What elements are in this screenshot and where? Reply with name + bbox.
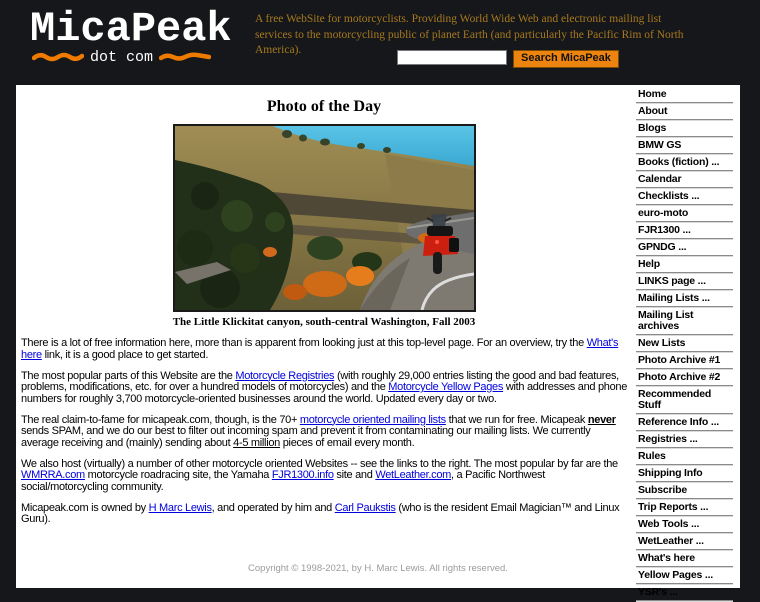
search-input[interactable] [397, 50, 507, 65]
sidebar-row [636, 483, 733, 500]
popular-parts-paragraph [21, 371, 628, 406]
sidebar-item[interactable]: About [638, 105, 668, 117]
main-column [16, 85, 632, 588]
logo-text: MicaPeak [30, 5, 232, 53]
sidebar-item[interactable]: Trip Reports ... [638, 501, 709, 513]
inline-link[interactable]: Motorcycle Registries [235, 369, 335, 382]
body-text [21, 338, 628, 526]
sidebar-item[interactable]: Help [638, 258, 660, 270]
text-segment: The real claim-to-fame for micapeak.com, though, is the 70+ [21, 413, 300, 426]
sidebar-item[interactable]: Shipping Info [638, 467, 703, 479]
sidebar-row [636, 206, 733, 223]
sidebar-row [636, 432, 733, 449]
text-segment: link, it is a good place to get started. [41, 348, 209, 361]
sidebar-row [636, 336, 733, 353]
inline-link[interactable]: Motorcycle Yellow Pages [388, 381, 504, 393]
text-segment: that we run for free. Micapeak [445, 413, 588, 426]
sidebar-item[interactable]: euro-moto [638, 207, 689, 219]
sidebar-row [636, 370, 733, 387]
photo-of-the-day [173, 124, 476, 312]
sidebar-item[interactable]: Checklists ... [638, 190, 700, 202]
sidebar-item[interactable]: FJR1300 ... [638, 224, 691, 236]
text-segment: We also host (virtually) a number of other motorcycle oriented Websites -- see the links to the right. The most popular by far are the [21, 457, 618, 470]
sidebar-item[interactable]: Reference Info ... [638, 416, 720, 428]
site-tagline: A free WebSite for motorcyclists. Providing World Wide Web and electronic mailing list services to the motorcycling public of planet Earth (and particularly the Pacific Rim of North America). [255, 13, 684, 57]
sidebar-row [636, 415, 733, 432]
logo-subtext: dot com [90, 49, 154, 66]
text-segment: , a Pacific Northwest social/motorcycling community. [21, 469, 545, 493]
sidebar-item[interactable]: Mailing Lists ... [638, 292, 710, 304]
sidebar-row [636, 138, 733, 155]
sidebar-item[interactable]: GPNDG ... [638, 241, 687, 253]
inline-link[interactable]: WetLeather.com [375, 469, 452, 481]
text-segment: motorcycle roadracing site, the Yamaha [84, 469, 272, 481]
sidebar-item[interactable]: YSR's ... [638, 586, 678, 598]
logo-squiggle-right-icon [159, 52, 211, 63]
sidebar-item[interactable]: Photo Archive #1 [638, 354, 721, 366]
sidebar-row [636, 534, 733, 551]
sidebar-item[interactable]: Calendar [638, 173, 682, 185]
sidebar-item[interactable]: Yellow Pages ... [638, 569, 714, 581]
inline-link[interactable]: H Marc Lewis [148, 501, 212, 514]
sidebar-row [636, 466, 733, 483]
content-area [16, 85, 740, 598]
sidebar-row [636, 387, 733, 415]
sidebar-row [636, 291, 733, 308]
search-button[interactable]: Search MicaPeak [513, 50, 619, 68]
canyon-photo-illustration [175, 126, 474, 310]
sidebar-item[interactable]: Rules [638, 450, 666, 462]
search-bar [397, 50, 619, 68]
photo-caption: The Little Klickitat canyon, south-central Washington, Fall 2003 [172, 316, 476, 328]
sidebar-row [636, 353, 733, 370]
sidebar-item[interactable]: WetLeather ... [638, 535, 704, 547]
sidebar-row [636, 223, 733, 240]
sidebar-item[interactable]: BMW GS [638, 139, 682, 151]
sidebar-item[interactable]: What's here [638, 552, 695, 564]
sidebar-item[interactable]: Recommended Stuff [638, 388, 712, 411]
sidebar-row [636, 500, 733, 517]
sidebar-row [636, 172, 733, 189]
text-segment: site and [333, 469, 376, 481]
mailing-lists-paragraph [21, 415, 628, 450]
sidebar-nav [636, 87, 733, 598]
sidebar-row [636, 585, 733, 602]
text-segment: sends SPAM, and we do our best to filter out incoming spam and prevent it from contaminating our mailing lists. We currently average receiving and (mainly) sending about [21, 425, 591, 449]
text-segment: , and operated by him and [211, 501, 335, 514]
sidebar-row [636, 517, 733, 534]
sidebar-row [636, 87, 733, 104]
sidebar-item[interactable]: Home [638, 88, 667, 100]
text-segment: Micapeak.com is owned by [21, 501, 149, 514]
text-segment: There is a lot of free information here, more than is apparent from looking just at this top-level page. For an overview, try the [21, 337, 587, 349]
sidebar-row [636, 449, 733, 466]
inline-link[interactable]: WMRRA.com [21, 469, 85, 481]
hosted-sites-paragraph [21, 459, 628, 494]
inline-link[interactable]: What's here [21, 337, 619, 361]
sidebar-row [636, 240, 733, 257]
intro-paragraph [21, 338, 628, 361]
sidebar-item[interactable]: Subscribe [638, 484, 687, 496]
sidebar-item[interactable]: Web Tools ... [638, 518, 700, 530]
sidebar-item[interactable]: Mailing List archives [638, 309, 694, 332]
text-segment: with addresses and phone numbers for roughly 3,700 motorcycle-oriented businesses around the world. Updated every day or two. [21, 381, 628, 405]
text-segment: never [587, 413, 616, 426]
sidebar-item[interactable]: New Lists [638, 337, 686, 349]
page-title: Photo of the Day [266, 98, 382, 115]
text-segment: (with roughly 29,000 entries listing the good and bad features, problems, modifications, etc. for over a hundred models of motorcycles) and the [21, 369, 619, 393]
sidebar-item[interactable]: Books (fiction) ... [638, 156, 720, 168]
sidebar-row [636, 121, 733, 138]
sidebar-item[interactable]: LINKS page ... [638, 275, 706, 287]
sidebar-item[interactable]: Photo Archive #2 [638, 371, 721, 383]
sidebar-row [636, 104, 733, 121]
sidebar-row [636, 257, 733, 274]
text-segment: pieces of email every month. [279, 436, 415, 449]
sidebar-row [636, 155, 733, 172]
site-logo[interactable] [30, 6, 240, 66]
sidebar-item[interactable]: Blogs [638, 122, 667, 134]
text-segment: (who is the resident Email Magician™ and Linux Guru). [21, 501, 620, 525]
inline-link[interactable]: FJR1300.info [271, 469, 334, 481]
inline-link[interactable]: motorcycle oriented mailing lists [299, 413, 446, 426]
ownership-paragraph [21, 503, 628, 526]
text-segment: 4-5 million [233, 436, 280, 449]
sidebar-item[interactable]: Registries ... [638, 433, 698, 445]
inline-link[interactable]: Carl Paukstis [334, 501, 396, 514]
sidebar-row [636, 308, 733, 336]
sidebar-row [636, 189, 733, 206]
copyright-notice: Copyright © 1998-2021, by H. Marc Lewis. All rights reserved. [248, 563, 508, 574]
logo-squiggle-left-icon [32, 52, 84, 63]
text-segment: The most popular parts of this Website are the [21, 369, 236, 382]
sidebar-row [636, 274, 733, 291]
